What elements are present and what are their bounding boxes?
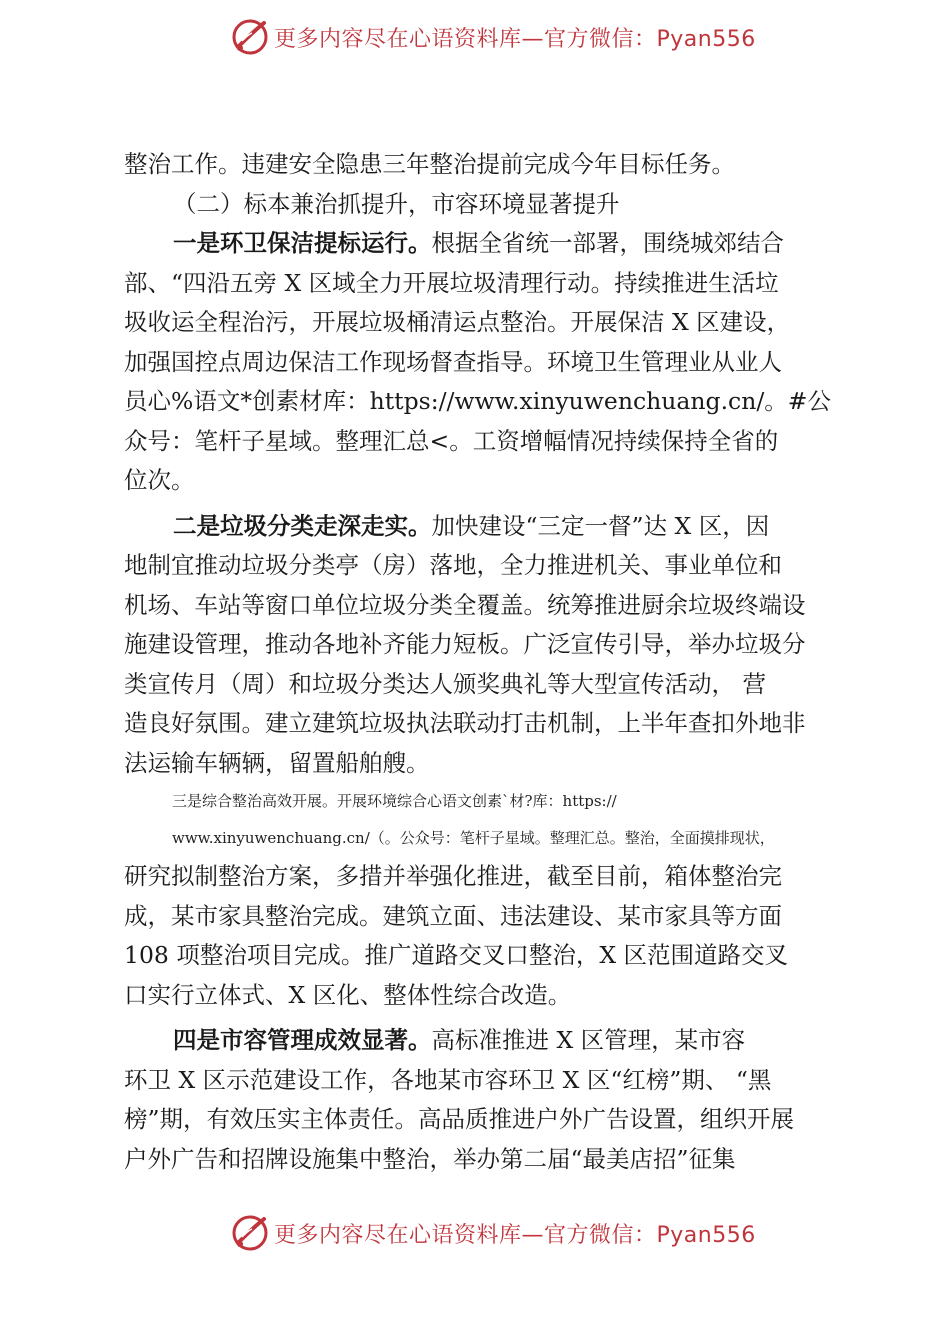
paragraph-lead: 一是环卫保洁提标运行。	[173, 229, 432, 257]
paragraph-line: 员心%语文*创素材库：https://www.xinyuwenchuang.cn/。#公	[124, 387, 831, 415]
paragraph-line: 环卫 X 区示范建设工作，各地某市容环卫 X 区“红榜”期、 “黑	[124, 1065, 772, 1094]
paragraph-line: 圾收运全程治污，开展垃圾桶清运点整治。开展保洁 X 区建设，	[124, 308, 791, 336]
watermark-banner-bottom	[230, 1210, 756, 1256]
paragraph-line: 法运输车辆辆，留置船舶艘。	[124, 748, 430, 777]
paragraph-line: 施建设管理，推动各地补齐能力短板。广泛宣传引导，举办垃圾分	[124, 630, 806, 658]
paragraph-comprehensive	[124, 783, 844, 1015]
brush-logo-icon	[230, 1213, 270, 1253]
section-heading: （二）标本兼治抓提升，市容环境显著提升	[173, 189, 620, 218]
paragraph-garbage-sorting	[124, 507, 844, 784]
paragraph-line: 加强国控点周边保洁工作现场督查指导。环境卫生管理业从业人	[124, 347, 782, 376]
paragraph-first-line	[124, 224, 844, 264]
paragraph-line: 机场、车站等窗口单位垃圾分类全覆盖。统筹推进厨余垃圾终端设	[124, 590, 806, 619]
paragraph-line: 成，某市家具整治完成。建筑立面、违法建设、某市家具等方面	[124, 901, 782, 930]
paragraph-line: 研究拟制整治方案，多措并举强化推进，截至目前，箱体整治完	[124, 862, 782, 890]
paragraph-text: 根据全省统一部署，围绕城郊结合	[431, 229, 784, 257]
paragraph-city-management	[124, 1021, 844, 1179]
paragraph-first-line	[124, 507, 844, 547]
paragraph-line: 地制宜推动垃圾分类亭（房）落地，全力推进机关、事业单位和	[124, 551, 782, 579]
paragraph-line: 位次。	[124, 466, 195, 494]
watermark-text: 更多内容尽在心语资料库—官方微信：Pyan556	[274, 1222, 756, 1248]
paragraph-first-line	[124, 1021, 844, 1061]
paragraph-line: 部、“四沿五旁 X 区域全力开展垃圾清理行动。持续推进生活垃	[124, 268, 779, 297]
paragraph-lead: 四是市容管理成效显著。	[173, 1026, 432, 1054]
watermark-banner-top	[230, 14, 756, 60]
watermark-text: 更多内容尽在心语资料库—官方微信：Pyan556	[274, 26, 756, 52]
paragraph-text: 加快建设“三定一督”达 X 区，因	[431, 511, 770, 540]
paragraph-line: 榜”期，有效压实主体责任。高品质推进户外广告设置，组织开展	[124, 1105, 795, 1133]
brush-logo-icon	[230, 17, 270, 57]
paragraph-sanitation	[124, 224, 844, 501]
small-print-line: 三是综合整治高效开展。开展环境综合心语文创素`材?库：https://	[172, 792, 617, 810]
small-print-line: www.xinyuwenchuang.cn/（。公众号：笔杆子星域。整理汇总。整治，全面摸排现状，	[172, 829, 775, 847]
paragraph-text: 高标准推进 X 区管理，某市容	[431, 1026, 746, 1054]
paragraph-lead: 二是垃圾分类走深走实。	[173, 511, 432, 540]
paragraph-line: 类宣传月（周）和垃圾分类达人颁奖典礼等大型宣传活动， 营	[124, 669, 766, 698]
paragraph-line: 整治工作。违建安全隐患三年整治提前完成今年目标任务。	[124, 150, 735, 178]
document-page	[124, 145, 844, 1179]
paragraph-line: 108 项整治项目完成。推广道路交叉口整治，X 区范围道路交叉	[124, 941, 789, 969]
paragraph-line: 户外广告和招牌设施集中整治，举办第二届“最美店招”征集	[124, 1144, 736, 1173]
paragraph-line: 众号：笔杆子星域。整理汇总<。工资增幅情况持续保持全省的	[124, 426, 779, 455]
paragraph-line: 口实行立体式、X 区化、整体性综合改造。	[124, 980, 572, 1009]
paragraph-line: 造良好氛围。建立建筑垃圾执法联动打击机制，上半年查扣外地非	[124, 709, 806, 737]
